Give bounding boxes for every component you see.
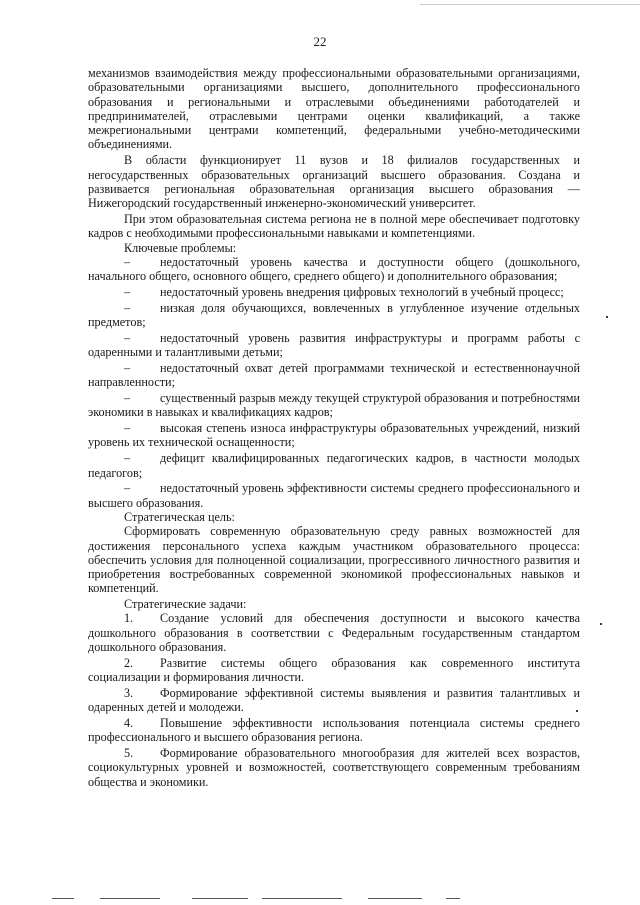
problem-text: недостаточный уровень качества и доступности общего (дошкольного, начального общего, основного общего, среднего общего) и дополнительного образования; <box>88 254 580 284</box>
problem-item <box>88 451 580 480</box>
task-item <box>88 716 580 745</box>
scan-bottom-mark <box>100 898 160 899</box>
problem-text: существенный разрыв между текущей структурой образования и потребностями экономики в навыках и квалификациях кадров; <box>88 391 580 420</box>
scan-speck <box>600 623 602 625</box>
scan-bottom-mark <box>52 898 74 899</box>
goal-text: Сформировать современную образовательную среду равных возможностей для достижения персонального успеха каждым участником образовательного процесса: обеспечить условия для полноценной социализации, прогрессивного личностного развития и приобретения востребованных современной экономикой профессиональных навыков и компетенций. <box>88 524 580 596</box>
task-text: Формирование образовательного многообразия для жителей всех возрастов, социокультурных уровней и возможностей, соответствующего современным требованиям общества и экономики. <box>88 746 580 789</box>
task-item <box>88 656 580 685</box>
task-text: Создание условий для обеспечения доступности и высокого качества дошкольного образования в соответствии с Федеральным государственным стандартом дошкольного образования. <box>88 611 580 655</box>
task-number: 3. <box>124 685 134 700</box>
task-text: Формирование эффективной системы выявления и развития талантливых и одаренных детей и молодежи. <box>88 685 580 715</box>
scan-speck <box>606 316 608 318</box>
task-number: 5. <box>124 746 134 761</box>
list-dash: – <box>124 391 131 406</box>
list-dash: – <box>124 360 131 375</box>
list-dash: – <box>124 421 131 436</box>
page-body <box>88 66 580 789</box>
problem-text: высокая степень износа инфраструктуры образовательных учреждений, низкий уровень их технической оснащенности; <box>88 421 580 450</box>
problem-item <box>88 421 580 450</box>
task-text: Развитие системы общего образования как современного института социализации и формирования личности. <box>88 655 580 685</box>
task-number: 1. <box>124 611 134 626</box>
problem-item <box>88 331 580 360</box>
scan-speck <box>576 710 578 712</box>
problem-text: недостаточный уровень эффективности системы среднего профессионального и высшего образования. <box>88 481 580 510</box>
task-item <box>88 686 580 715</box>
problem-item <box>88 481 580 510</box>
problem-text: недостаточный уровень внедрения цифровых технологий в учебный процесс; <box>160 284 564 299</box>
task-item <box>88 611 580 654</box>
paragraph-intro: механизмов взаимодействия между профессиональными образовательными организациями, образовательными организациями высшего, дополнительного профессионального образования и региональными и отраслевыми объединениями работодателей и предпринимателей, отраслевыми центрами оценки квалификаций, а также межрегиональными центрами компетенций, федеральными учебно-методическими объединениями. <box>88 66 580 152</box>
paragraph-universities: В области функционирует 11 вузов и 18 филиалов государственных и негосударственных образовательных организаций высшего образования. Создана и развивается региональная образовательная организация высшего образования — Нижегородский государственный инженерно-экономический университет. <box>88 153 580 211</box>
list-dash: – <box>124 300 131 315</box>
list-dash: – <box>124 284 131 299</box>
paragraph-education-system: При этом образовательная система региона не в полной мере обеспечивает подготовку кадров с необходимыми профессиональными навыками и компетенциями. <box>88 211 580 241</box>
problems-list <box>88 255 580 510</box>
list-dash: – <box>124 451 131 466</box>
task-number: 2. <box>124 655 134 670</box>
list-dash: – <box>124 330 131 345</box>
problem-text: недостаточный охват детей программами технической и естественнонаучной направленности; <box>88 360 580 390</box>
scan-bottom-mark <box>368 898 422 899</box>
scan-bottom-mark <box>446 898 460 899</box>
tasks-heading: Стратегические задачи: <box>124 597 247 612</box>
problem-text: дефицит квалифицированных педагогических кадров, в частности молодых педагогов; <box>88 451 580 480</box>
task-item <box>88 746 580 789</box>
problem-item <box>88 255 580 284</box>
problem-item <box>88 285 580 299</box>
problem-item <box>88 391 580 420</box>
goal-heading: Стратегическая цель: <box>124 509 235 524</box>
task-number: 4. <box>124 716 134 731</box>
problem-item <box>88 361 580 390</box>
scan-bottom-mark <box>192 898 248 899</box>
task-text: Повышение эффективности использования потенциала системы среднего профессионального и высшего образования региона. <box>88 716 580 745</box>
tasks-list <box>88 611 580 789</box>
problems-heading: Ключевые проблемы: <box>124 240 237 255</box>
scan-bottom-mark <box>262 898 342 899</box>
page-number: 22 <box>313 34 327 49</box>
problem-text: недостаточный уровень развития инфраструктуры и программ работы с одаренными и талантливыми детьми; <box>88 330 580 360</box>
list-dash: – <box>124 254 131 269</box>
problem-item <box>88 301 580 330</box>
problem-text: низкая доля обучающихся, вовлеченных в углубленное изучение отдельных предметов; <box>88 300 580 330</box>
scan-top-rule <box>420 4 640 5</box>
list-dash: – <box>124 481 131 496</box>
